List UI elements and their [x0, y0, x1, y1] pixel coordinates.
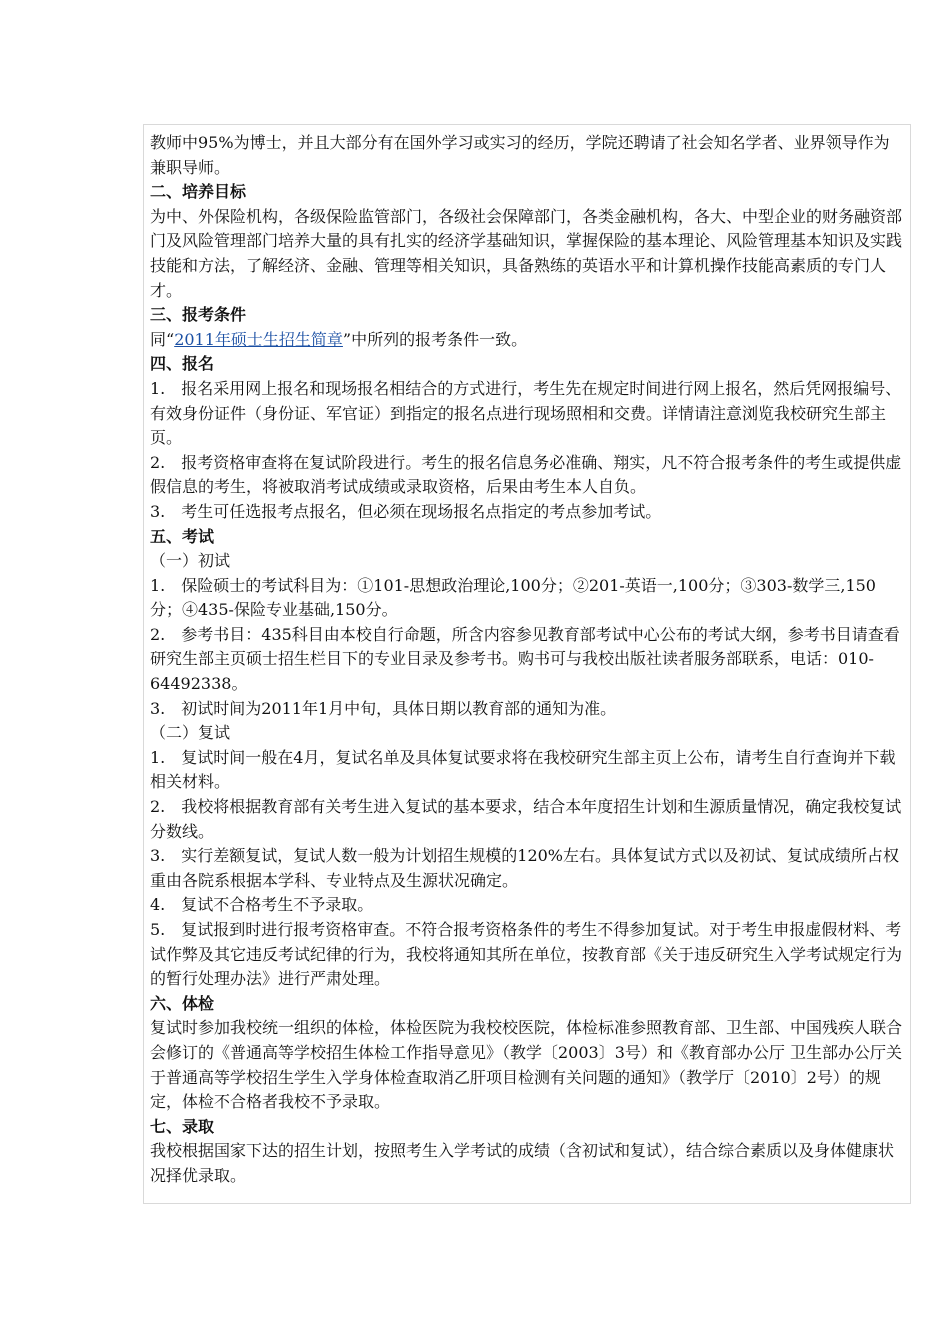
medical-paragraph: 复试时参加我校统一组织的体检，体检医院为我校校医院，体检标准参照教育部、卫生部、中国残疾人联合会修订的《普通高等学校招生体检工作指导意见》（教学〔2003〕3号）和《教育部办公厅 卫生部办公厅关于普通高等学校招生学生入学身体检查取消乙肝项目检测有关问题的通知》（教学厅〔2010〕2号）的规定，体检不合格者我校不予录取。 — [150, 1018, 903, 1112]
registration-item-3: 3. 考生可任选报考点报名，但必须在现场报名点指定的考点参加考试。 — [150, 501, 662, 521]
section-heading-goals: 二、培养目标 — [150, 182, 247, 202]
retest-item-3: 3. 实行差额复试，复试人数一般为计划招生规模的120%左右。具体复试方式以及初试、复试成绩所占权重由各院系根据本学科、专业特点及生源状况确定。 — [150, 846, 900, 890]
retest-item-1: 1. 复试时间一般在4月，复试名单及具体复试要求将在我校研究生部主页上公布，请考生自行查询并下载相关材料。 — [150, 747, 896, 792]
preliminary-item-3: 3. 初试时间为2011年1月中旬，具体日期以教育部的通知为准。 — [150, 698, 617, 718]
section-heading-medical: 六、体检 — [150, 993, 215, 1013]
registration-item-2: 2. 报考资格审查将在复试阶段进行。考生的报名信息务必准确、翔实，凡不符合报考条件的考生或提供虚假信息的考生，将被取消考试成绩或录取资格，后果由考生本人自负。 — [150, 452, 902, 497]
retest-item-4: 4. 复试不合格考生不予录取。 — [150, 895, 374, 915]
registration-item-1: 1. 报名采用网上报名和现场报名相结合的方式进行，考生先在规定时间进行网上报名，然后凭网报编号、有效身份证件（身份证、军官证）到指定的报名点进行现场照相和交费。详情请注意浏览我校研究生部主页。 — [150, 378, 902, 448]
conditions-paragraph — [150, 328, 902, 353]
section-heading-registration: 四、报名 — [150, 354, 215, 374]
section-heading-admission: 七、录取 — [150, 1116, 215, 1136]
retest-item-2: 2. 我校将根据教育部有关考生进入复试的基本要求，结合本年度招生计划和生源质量情况，确定我校复试分数线。 — [150, 797, 902, 841]
document-body — [150, 131, 902, 1189]
subheading-preliminary: （一）初试 — [150, 551, 231, 571]
preliminary-item-1: 1. 保险硕士的考试科目为：①101-思想政治理论,100分；②201-英语一,100分；③303-数学三,150分；④435-保险专业基础,150分。 — [150, 575, 876, 620]
conditions-post: ”中所列的报考条件一致。 — [342, 329, 528, 349]
goals-paragraph: 为中、外保险机构，各级保险监管部门，各级社会保障部门，各类金融机构，各大、中型企业的财务融资部门及风险管理部门培养大量的具有扎实的经济学基础知识，掌握保险的基本理论、风险管理基本知识及实践技能和方法，了解经济、金融、管理等相关知识，具备熟练的英语水平和计算机操作技能高素质的专门人才。 — [150, 206, 903, 300]
admission-paragraph: 我校根据国家下达的招生计划，按照考生入学考试的成绩（含初试和复试），结合综合素质以及身体健康状况择优录取。 — [150, 1141, 895, 1185]
preliminary-item-2: 2. 参考书目：435科目由本校自行命题，所含内容参见教育部考试中心公布的考试大纲，参考书目请查看研究生部主页硕士招生栏目下的专业目录及参考书。购书可与我校出版社读者服务部联系，电话：010-64492338。 — [150, 624, 900, 694]
conditions-pre: 同“ — [150, 329, 175, 349]
subheading-retest: （二）复试 — [150, 723, 231, 743]
section-heading-exam: 五、考试 — [150, 526, 215, 546]
admission-brochure-link[interactable]: 2011年硕士生招生简章 — [174, 329, 343, 349]
retest-item-5: 5. 复试报到时进行报考资格审查。不符合报考资格条件的考生不得参加复试。对于考生申报虚假材料、考试作弊及其它违反考试纪律的行为，我校将通知其所在单位，按教育部《关于违反研究生入学考试规定行为的暂行处理办法》进行严肃处理。 — [150, 920, 903, 989]
intro-paragraph: 教师中95%为博士，并且大部分有在国外学习或实习的经历，学院还聘请了社会知名学者、业界领导作为兼职导师。 — [150, 133, 890, 177]
section-heading-conditions: 三、报考条件 — [150, 305, 247, 325]
